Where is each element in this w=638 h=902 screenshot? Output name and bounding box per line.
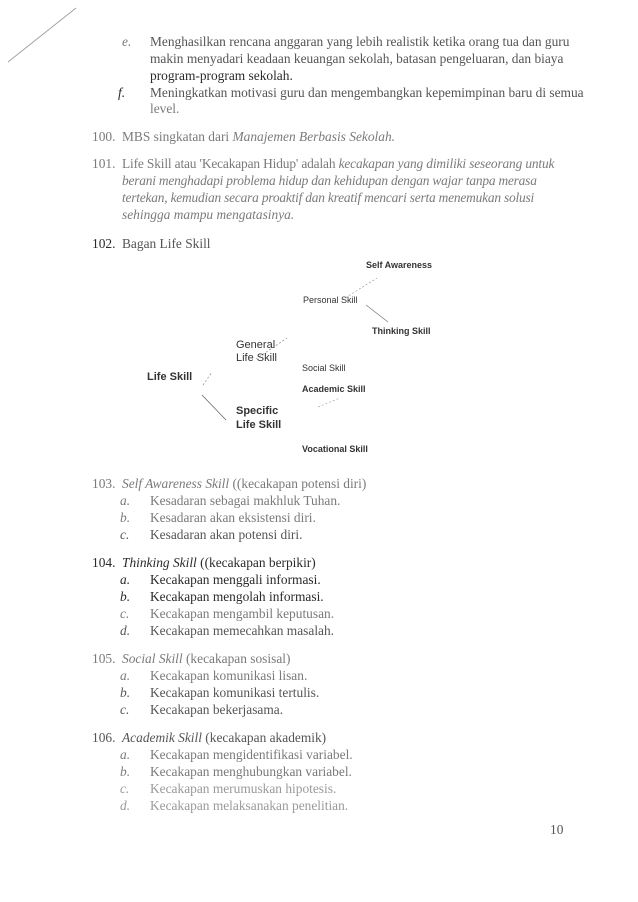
item-101-line-4: sehingga mampu mengatasinya. bbox=[122, 207, 295, 222]
item-106-option-c: Kecakapan merumuskan hipotesis. bbox=[150, 781, 337, 796]
item-105-marker-c: c. bbox=[120, 702, 130, 717]
connector-life-specific bbox=[202, 395, 226, 420]
item-104-number: 104. bbox=[92, 555, 116, 570]
item-101-line-1: Life Skill atau 'Kecakapan Hidup' adalah kecakapan yang dimiliki seseorang untuk bbox=[122, 156, 555, 171]
item-101-line-3: tertekan, kemudian secara proaktif dan kreatif mencari serta menemukan solusi bbox=[122, 190, 535, 205]
item-103-option-a: Kesadaran sebagai makhluk Tuhan. bbox=[150, 493, 341, 508]
diagram-personal-skill: Personal Skill bbox=[303, 295, 358, 305]
page-number: 10 bbox=[550, 822, 564, 837]
diagram-thinking-skill: Thinking Skill bbox=[372, 326, 431, 336]
item-104-marker-a: a. bbox=[120, 572, 131, 587]
item-105-option-a: Kecakapan komunikasi lisan. bbox=[150, 668, 308, 683]
item-104-heading: Thinking Skill ((kecakapan berpikir) bbox=[122, 555, 316, 570]
diagram-social-skill: Social Skill bbox=[302, 363, 346, 373]
item-105-option-b: Kecakapan komunikasi tertulis. bbox=[150, 685, 320, 700]
item-101-line-2: berani menghadapi problema hidup dan kehidupan dengan wajar tanpa merasa bbox=[122, 173, 537, 188]
item-103-marker-a: a. bbox=[120, 493, 131, 508]
diagram-general-line-2: Life Skill bbox=[236, 352, 277, 364]
item-106-option-d: Kecakapan melaksanakan penelitian. bbox=[150, 798, 349, 813]
item-106-heading: Academik Skill (kecakapan akademik) bbox=[122, 730, 327, 745]
diagram-vocational-skill: Vocational Skill bbox=[302, 444, 368, 454]
intro-f-line-1: Meningkatkan motivasi guru dan mengembangkan kepemimpinan baru di semua bbox=[150, 85, 584, 100]
item-103-heading: Self Awareness Skill ((kecakapan potensi diri) bbox=[122, 476, 367, 491]
item-106-option-a: Kecakapan mengidentifikasi variabel. bbox=[150, 747, 353, 762]
item-104-marker-b: b. bbox=[120, 589, 131, 604]
item-103-number: 103. bbox=[92, 476, 116, 491]
diagram-specific-line-2: Life Skill bbox=[236, 419, 282, 431]
item-100-number: 100. bbox=[92, 129, 116, 144]
option-marker-e: e. bbox=[122, 34, 132, 49]
item-105-marker-b: b. bbox=[120, 685, 131, 700]
item-100-text: MBS singkatan dari Manajemen Berbasis Sekolah. bbox=[122, 129, 395, 144]
item-105-heading: Social Skill (kecakapan sosisal) bbox=[122, 651, 291, 666]
connector-specific-academic bbox=[318, 398, 340, 407]
item-104-option-b: Kecakapan mengolah informasi. bbox=[150, 589, 324, 604]
item-104-marker-d: d. bbox=[120, 623, 131, 638]
item-106-option-b: Kecakapan menghubungkan variabel. bbox=[150, 764, 352, 779]
diagram-specific-line-1: Specific bbox=[236, 405, 279, 417]
item-106-marker-d: d. bbox=[120, 798, 131, 813]
item-106-number: 106. bbox=[92, 730, 116, 745]
item-105-marker-a: a. bbox=[120, 668, 131, 683]
diagram-academic-skill: Academic Skill bbox=[302, 384, 366, 394]
intro-e-line-2: makin menyadari keadaan keuangan sekolah, batasan pengeluaran, dan biaya bbox=[150, 51, 564, 66]
item-105-option-c: Kecakapan bekerjasama. bbox=[150, 702, 284, 717]
diagram-general-line-1: General bbox=[236, 339, 276, 351]
item-106-marker-a: a. bbox=[120, 747, 131, 762]
item-102-text: Bagan Life Skill bbox=[122, 236, 211, 251]
item-104-option-c: Kecakapan mengambil keputusan. bbox=[150, 606, 335, 621]
option-marker-f: f. bbox=[118, 85, 126, 100]
intro-f-line-2: level. bbox=[150, 101, 180, 116]
intro-e-line-3: program-program sekolah. bbox=[150, 68, 293, 83]
item-106-marker-c: c. bbox=[120, 781, 130, 796]
connector-life-general bbox=[203, 372, 212, 385]
item-104-marker-c: c. bbox=[120, 606, 130, 621]
item-101-number: 101. bbox=[92, 156, 116, 171]
item-104-option-d: Kecakapan memecahkan masalah. bbox=[150, 623, 335, 638]
item-104-option-a: Kecakapan menggali informasi. bbox=[150, 572, 321, 587]
item-106-marker-b: b. bbox=[120, 764, 131, 779]
intro-e-line-1: Menghasilkan rencana anggaran yang lebih realistik ketika orang tua dan guru bbox=[150, 34, 570, 49]
connector-personal-thinking bbox=[366, 305, 388, 322]
item-103-option-c: Kesadaran akan potensi diri. bbox=[150, 527, 303, 542]
item-103-option-b: Kesadaran akan eksistensi diri. bbox=[150, 510, 316, 525]
item-102-number: 102. bbox=[92, 236, 116, 251]
diagram-self-awareness: Self Awareness bbox=[366, 260, 433, 270]
item-103-marker-c: c. bbox=[120, 527, 130, 542]
item-105-number: 105. bbox=[92, 651, 116, 666]
item-103-marker-b: b. bbox=[120, 510, 131, 525]
diagram-life-skill: Life Skill bbox=[147, 371, 193, 383]
